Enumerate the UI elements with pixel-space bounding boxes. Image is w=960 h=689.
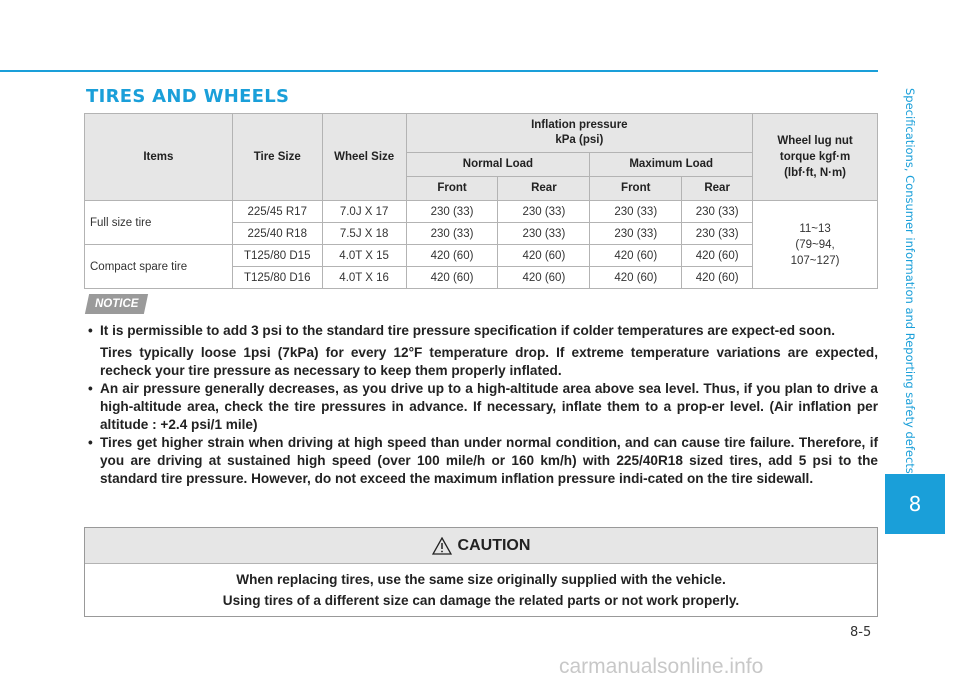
header-lug-nut: Wheel lug nut torque kgf·m (lbf·ft, N·m) [753,114,878,201]
chapter-tab[interactable] [885,474,945,534]
pressure-cell: 230 (33) [406,223,498,245]
pressure-cell: 420 (60) [590,267,682,289]
tire-size-cell: T125/80 D15 [232,245,322,267]
header-maximum-load: Maximum Load [590,152,753,176]
caution-line: Using tires of a different size can damage the related parts or not work properly. [222,593,740,608]
pressure-cell: 230 (33) [590,201,682,223]
header-rule [0,70,878,72]
pressure-cell: 230 (33) [682,201,753,223]
pressure-cell: 230 (33) [498,201,590,223]
caution-box [84,527,878,617]
wheel-size-cell: 4.0T X 16 [322,267,406,289]
item-cell: Compact spare tire [85,245,233,289]
page-title: TIRES AND WHEELS [86,86,290,107]
pressure-cell: 420 (60) [590,245,682,267]
pressure-cell: 420 (60) [406,245,498,267]
item-cell: Full size tire [85,201,233,245]
caution-header [85,528,877,564]
pressure-cell: 230 (33) [498,223,590,245]
notice-bullet: • An air pressure generally decreases, as you drive up to a high-altitude area above sea level. Thus, if you plan to drive a high-altitude area, check the tire pressures in advance. If necessary, inflate them to a prop-er level. (Air inflation per altitude : +2.4 psi/1 mile) [86,380,878,434]
header-tire-size: Tire Size [232,114,322,201]
wheel-size-cell: 4.0T X 15 [322,245,406,267]
lug-nut-cell: 11~13 (79~94, 107~127) [753,201,878,289]
pressure-cell: 420 (60) [498,267,590,289]
header-front: Front [406,176,498,200]
tire-wheel-table [84,113,878,289]
pressure-cell: 420 (60) [682,245,753,267]
pressure-cell: 230 (33) [406,201,498,223]
header-normal-load: Normal Load [406,152,590,176]
tire-size-cell: T125/80 D16 [232,267,322,289]
caution-title: CAUTION [457,536,531,554]
chapter-side-title: Specifications, Consumer information and Reporting safety defects [903,88,917,474]
pressure-cell: 420 (60) [498,245,590,267]
notice-bullet: • Tires get higher strain when driving at high speed than under normal condition, and can cause tire failure. Therefore, if you are driving at sustained high speed (over 100 mile/h or 160 km/h) with 225/40R18 sized tires, add 5 psi to the standard tire pressure. However, do not exceed the maximum inflation pressure indi-cated on the tire sidewall. [86,434,878,488]
notice-list [86,322,878,488]
pressure-cell: 420 (60) [406,267,498,289]
notice-badge [85,294,149,314]
header-rear: Rear [682,176,753,200]
notice-paragraph: Tires typically loose 1psi (7kPa) for every 12°F temperature drop. If extreme temperature variations are expected, recheck your tire pressure as necessary to keep them properly inflated. [100,345,878,378]
header-rear: Rear [498,176,590,200]
pressure-cell: 230 (33) [590,223,682,245]
warning-triangle-icon [432,537,452,555]
chapter-number: 8 [908,492,922,516]
caution-body [85,564,877,611]
header-items: Items [85,114,233,201]
watermark: carmanualsonline.info [559,655,764,678]
header-wheel-size: Wheel Size [322,114,406,201]
page-number: 8-5 [850,625,872,640]
caution-line: When replacing tires, use the same size originally supplied with the vehicle. [236,572,726,587]
header-inflation: Inflation pressure kPa (psi) [406,114,753,153]
table-row [85,201,878,223]
notice-label: NOTICE [95,298,139,310]
tire-size-cell: 225/40 R18 [232,223,322,245]
notice-bullet: • It is permissible to add 3 psi to the standard tire pressure specification if colder temperatures are expect-ed soon. [86,322,878,340]
tire-size-cell: 225/45 R17 [232,201,322,223]
pressure-cell: 420 (60) [682,267,753,289]
header-front: Front [590,176,682,200]
wheel-size-cell: 7.5J X 18 [322,223,406,245]
wheel-size-cell: 7.0J X 17 [322,201,406,223]
pressure-cell: 230 (33) [682,223,753,245]
